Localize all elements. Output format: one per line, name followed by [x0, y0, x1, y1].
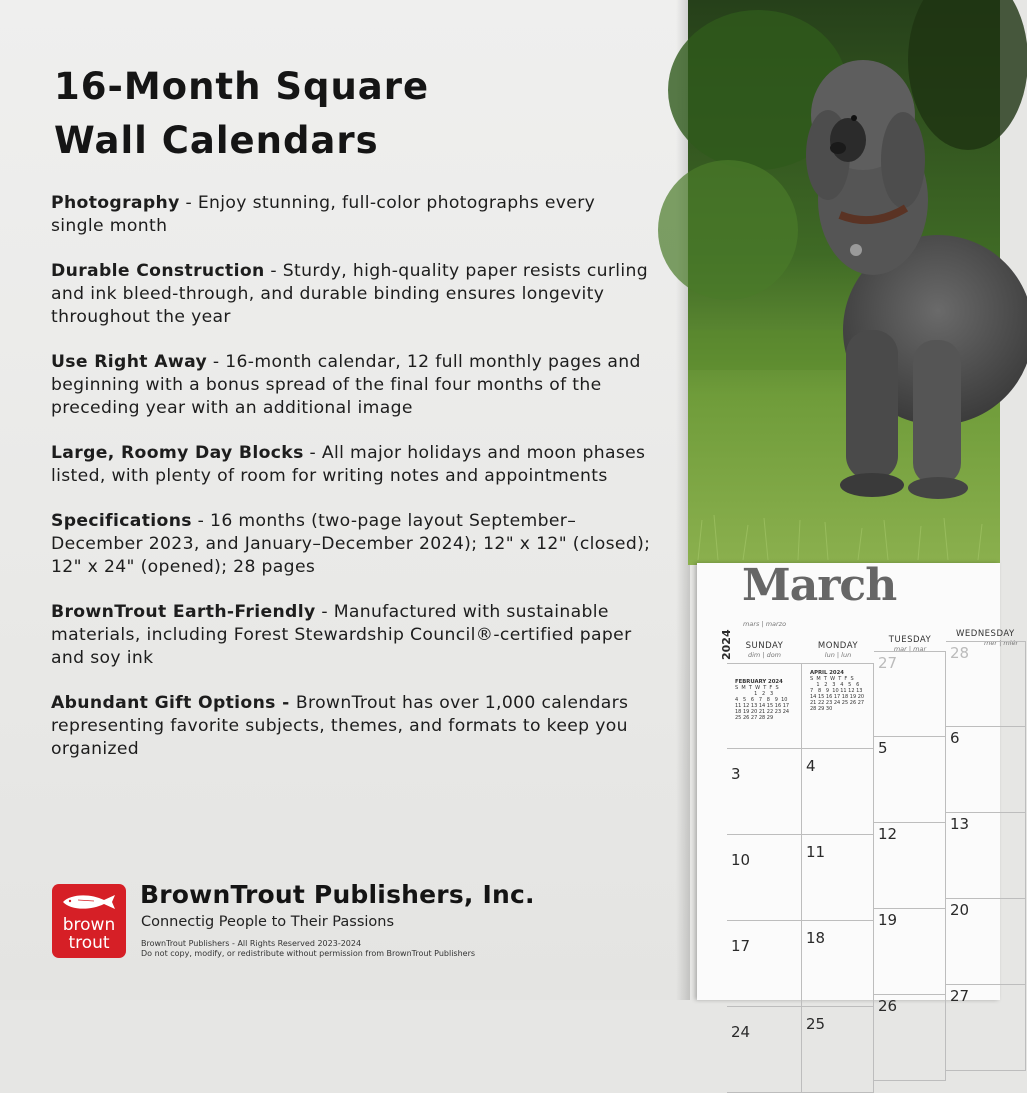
- feature-item-specifications: [51, 510, 651, 579]
- feature-text: Sturdy, high-quality paper resists curling and ink bleed-through, and durable binding ensures longevity throughout the year: [51, 261, 649, 327]
- feature-heading: Large, Roomy Day Blocks: [51, 443, 304, 463]
- day-cell-24[interactable]: [727, 1007, 802, 1093]
- day-cell-3[interactable]: [727, 749, 802, 835]
- mini-row: 4 5 6 7 8 9 10: [735, 697, 788, 703]
- feature-text: 16 months (two-page layout September–December 2023, and January–December 2024); 12" x 12" (closed); 12" x 24" (opened); 28 pages: [51, 511, 651, 577]
- day-cell-27[interactable]: [874, 651, 946, 737]
- day-number: 4: [806, 757, 816, 775]
- mini-calendar-april: [810, 670, 864, 712]
- feature-text: Manufactured with sustainable materials, including Forest Stewardship Council®-certified paper and soy ink: [51, 602, 632, 668]
- day-local: dim | dom: [747, 651, 782, 659]
- day-cell-25[interactable]: [802, 1007, 874, 1093]
- mini-header: S M T W T F S: [810, 676, 854, 682]
- day-number: 24: [731, 1023, 751, 1041]
- feature-text: BrownTrout has over 1,000 calendars representing favorite subjects, themes, and formats to keep you organized: [51, 693, 629, 759]
- logo-word-brown: brown: [62, 915, 116, 935]
- day-name: TUESDAY: [888, 635, 932, 645]
- feature-separator: -: [179, 193, 198, 213]
- day-cell-28[interactable]: [946, 641, 1026, 727]
- day-number: 28: [950, 644, 970, 662]
- mini-row: 28 29 30: [810, 706, 833, 712]
- feature-item-gift-options: [51, 692, 651, 761]
- feature-heading: Specifications: [51, 511, 192, 531]
- day-cell-blank[interactable]: [802, 663, 874, 749]
- day-cell-5[interactable]: [874, 737, 946, 823]
- day-number: 20: [950, 901, 970, 919]
- feature-list: [51, 192, 651, 761]
- feature-separator: -: [207, 352, 226, 372]
- day-cell-13[interactable]: [946, 813, 1026, 899]
- day-cell-4[interactable]: [802, 749, 874, 835]
- day-cell-blank[interactable]: [727, 663, 802, 749]
- feature-text: All major holidays and moon phases listed, with plenty of room for writing notes and appointments: [51, 443, 646, 486]
- day-cell-26[interactable]: [874, 995, 946, 1081]
- day-number: 27: [878, 654, 898, 672]
- page-title: [54, 60, 654, 168]
- feature-heading: BrownTrout Earth-Friendly: [51, 602, 316, 622]
- mini-row: 18 19 20 21 22 23 24: [735, 709, 790, 715]
- calendar-month-translation: mars | marzo: [743, 620, 787, 628]
- day-header-monday: [802, 625, 874, 663]
- title-line-1: 16-Month Square: [54, 65, 430, 108]
- feature-heading: Use Right Away: [51, 352, 208, 372]
- title-line-2: Wall Calendars: [54, 119, 379, 162]
- day-number: 27: [950, 987, 970, 1005]
- day-cell-17[interactable]: [727, 921, 802, 1007]
- day-number: 19: [878, 911, 898, 929]
- day-local: mer | miér: [984, 639, 1019, 647]
- feature-item-durable-construction: [51, 260, 651, 329]
- feature-separator: -: [315, 602, 334, 622]
- rights-notice: BrownTrout Publishers - All Rights Reserved 2023-2024: [141, 939, 362, 948]
- day-cell-12[interactable]: [874, 823, 946, 909]
- feature-heading: Abundant Gift Options -: [51, 693, 296, 713]
- feature-text: 16-month calendar, 12 full monthly pages and beginning with a bonus spread of the final four months of the preceding year with an additional image: [51, 352, 641, 418]
- day-number: 10: [731, 851, 751, 869]
- day-cell-27[interactable]: [946, 985, 1026, 1071]
- feature-item-photography: [51, 192, 651, 238]
- browntrout-logo: [52, 884, 126, 958]
- calendar-grid: [727, 625, 1027, 1041]
- day-number: 25: [806, 1015, 826, 1033]
- day-cell-6[interactable]: [946, 727, 1026, 813]
- day-number: 6: [950, 729, 960, 747]
- day-number: 17: [731, 937, 751, 955]
- day-cell-10[interactable]: [727, 835, 802, 921]
- day-header-sunday: [727, 625, 802, 663]
- feature-item-earth-friendly: [51, 601, 651, 670]
- mini-month-title: FEBRUARY 2024: [735, 679, 783, 685]
- day-number: 5: [878, 739, 888, 757]
- feature-heading: Photography: [51, 193, 180, 213]
- trout-icon: [60, 892, 118, 912]
- mini-row: 7 8 9 10 11 12 13: [810, 688, 863, 694]
- mini-calendar-february: [735, 679, 789, 721]
- mini-row: 25 26 27 28 29: [735, 715, 774, 721]
- day-cell-19[interactable]: [874, 909, 946, 995]
- publisher-name: BrownTrout Publishers, Inc.: [140, 880, 535, 909]
- day-number: 18: [806, 929, 826, 947]
- feature-item-use-right-away: [51, 351, 651, 420]
- day-name: WEDNESDAY: [956, 629, 1015, 639]
- day-number: 11: [806, 843, 826, 861]
- mini-row: 11 12 13 14 15 16 17: [735, 703, 790, 709]
- feature-heading: Durable Construction: [51, 261, 265, 281]
- mini-row: 1 2 3: [735, 691, 774, 697]
- poodle-photo: [688, 0, 1000, 565]
- feature-text: Enjoy stunning, full-color photographs every single month: [51, 193, 596, 236]
- mini-row: 1 2 3 4 5 6: [810, 682, 860, 688]
- day-name: MONDAY: [817, 641, 859, 651]
- calendar-year: 2024: [720, 629, 733, 660]
- feature-separator: -: [191, 511, 211, 531]
- day-number: 26: [878, 997, 898, 1015]
- copy-notice: Do not copy, modify, or redistribute without permission from BrownTrout Publishers: [141, 949, 476, 958]
- day-number: 3: [731, 765, 741, 783]
- mini-row: 21 22 23 24 25 26 27: [810, 700, 865, 706]
- feature-item-day-blocks: [51, 442, 651, 488]
- feature-separator: -: [264, 261, 283, 281]
- day-cell-18[interactable]: [802, 921, 874, 1007]
- day-local: lun | lun: [824, 651, 852, 659]
- publisher-tagline: Connectig People to Their Passions: [141, 914, 395, 930]
- day-number: 13: [950, 815, 970, 833]
- poodle-photo-illustration: [688, 0, 1000, 565]
- day-number: 12: [878, 825, 898, 843]
- calendar-month: March: [742, 560, 897, 611]
- day-local: mar | mar: [893, 645, 927, 653]
- mini-row: 14 15 16 17 18 19 20: [810, 694, 865, 700]
- day-cell-20[interactable]: [946, 899, 1026, 985]
- mini-month-title: APRIL 2024: [810, 670, 844, 676]
- calendar-page: [697, 560, 1019, 1041]
- day-cell-11[interactable]: [802, 835, 874, 921]
- day-name: SUNDAY: [745, 641, 784, 651]
- feature-separator: -: [303, 443, 322, 463]
- logo-word-trout: trout: [68, 933, 110, 953]
- mini-header: S M T W T F S: [735, 685, 779, 691]
